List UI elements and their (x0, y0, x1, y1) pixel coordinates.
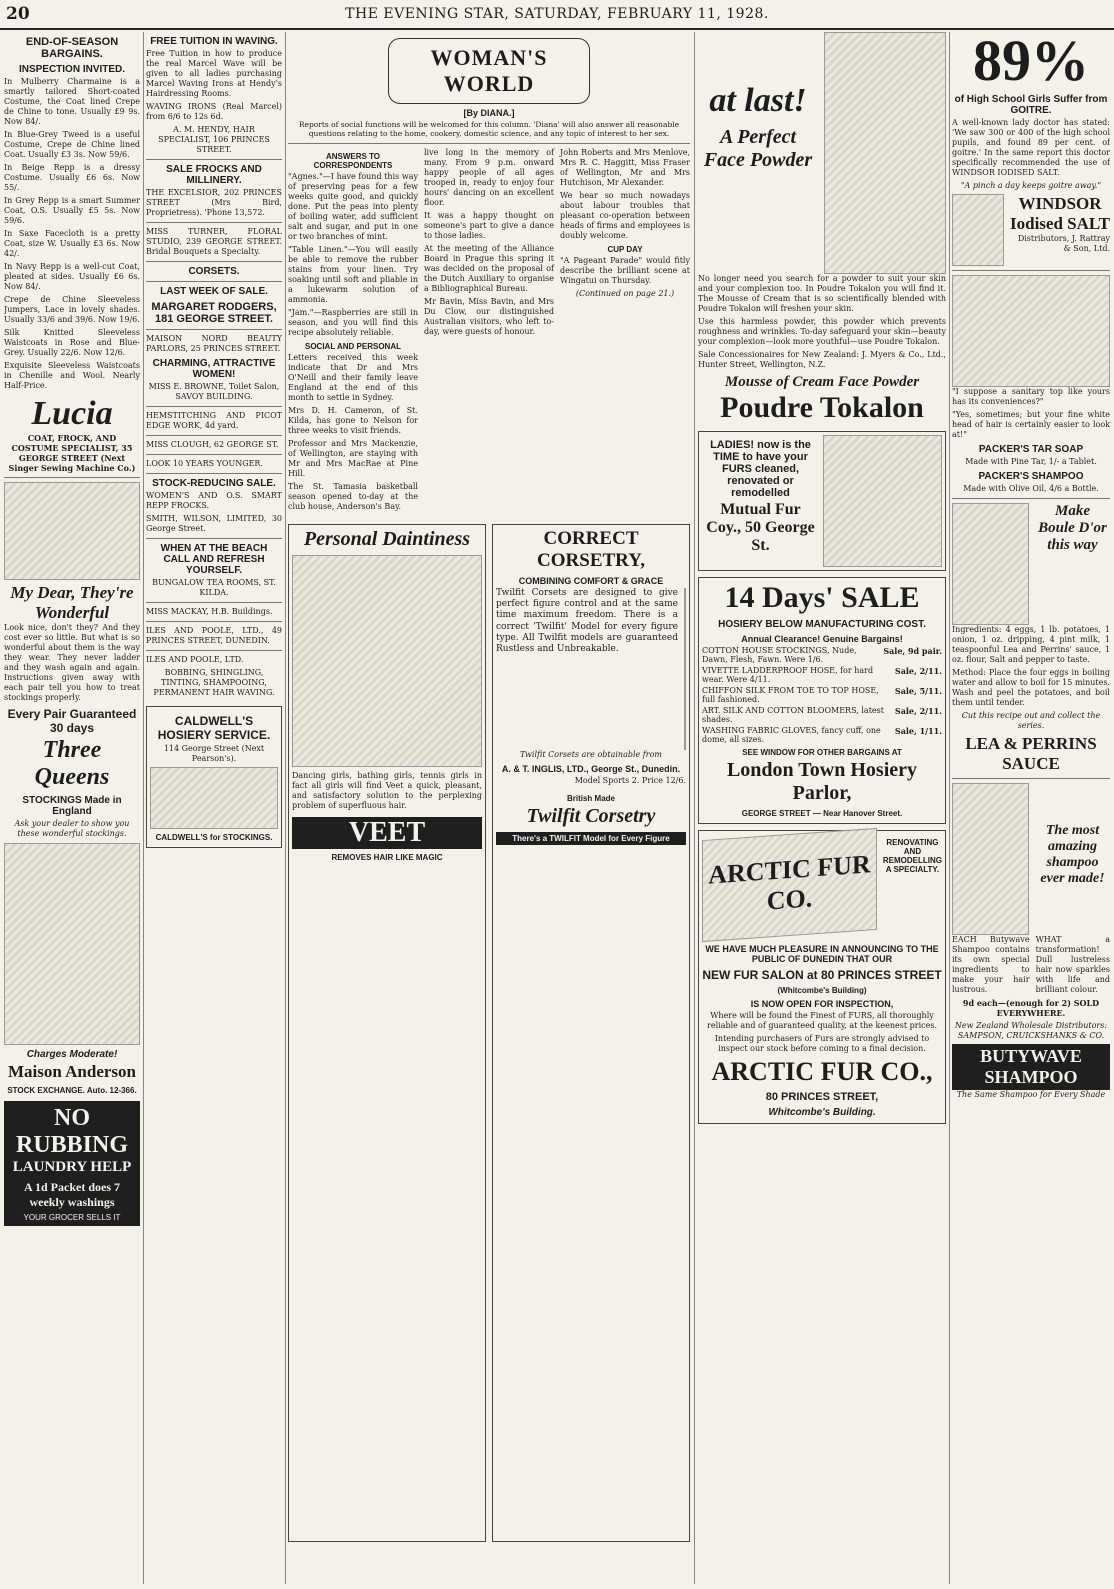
packet-slogan: A 1d Packet does 7 weekly washings (24, 1180, 120, 1209)
chef-illustration (952, 503, 1029, 625)
veet-advert (288, 524, 486, 1542)
sale-item: Crepe de Chine Sleeveless Jumpers, Lace in lovely shades. Usually 33/6 and 39/6. Now 19/6. (4, 295, 140, 324)
percent-headline: 89% (973, 32, 1089, 93)
every-pair-guarantee: Every Pair Guaranteed 30 days (7, 707, 137, 735)
annual-clearance: Annual Clearance! Genuine Bargains! (741, 634, 903, 644)
ladies-furs: LADIES! now is the TIME to have your FURS cleaned, renovated or remodelled (710, 439, 811, 499)
woman-shampoo-illustration (952, 783, 1029, 935)
caldwell-advert (146, 706, 282, 848)
sale-item-price: Sale, 2/11. (894, 666, 942, 676)
veet-tagline: REMOVES HAIR LIKE MAGIC (331, 852, 443, 862)
sale-price-row (702, 686, 942, 704)
every-figure-strip: There's a TWILFIT Model for Every Figure (496, 832, 686, 845)
arctic-header (702, 834, 942, 936)
london-town-name: London Town Hosiery Parlor, (726, 759, 918, 804)
twilfit-body: Twilfit Corsets are designed to give perfect figure control and at the same time maximum freedom. There is a correct 'Twilfit' Model for every figure type. All Twilfit models are guaranteed Rustless and Unbreakable. (496, 587, 678, 654)
three-queens-logo: Three Queens (34, 737, 110, 790)
divider (146, 538, 282, 539)
sale-item-list (4, 77, 140, 391)
olive-oil-note: Made with Olive Oil, 4/6 a Bottle. (963, 484, 1099, 493)
my-dear-body: Look nice, don't they? And they cost ever so little. But what is so wonderful about them is the way they wear. They never ladder and they wash again and again. Instructions given away with each pair tell you how to treat stockings properly. (4, 623, 140, 702)
london-town-address: GEORGE STREET — Near Hanover Street. (741, 809, 903, 818)
column-rule (694, 32, 695, 1584)
sale-item-name: VIVETTE LADDERPROOF HOSE, for hard wear. Were 4/11. (702, 666, 874, 684)
divider (952, 778, 1110, 779)
social-paragraph: Professor and Mrs Mackenzie, of Wellington, are staying with Mr and Mrs MacRae at Pine Hill. (288, 438, 418, 478)
whitcombe-building: (Whitcombe's Building) (777, 986, 867, 995)
maison-anderson-logo: Maison Anderson (8, 1062, 136, 1081)
bavin-paragraph: Mr Bavin, Miss Bavin, and Mrs Du Clow, our distinguished Australian visitors, who left to-day, were guests of honour. (424, 296, 554, 336)
butywave-each: EACH Butywave Shampoo contains its own special ingredients to make your hair lustrous. (952, 935, 1030, 994)
sale-price-row (702, 646, 942, 664)
butywave-body (952, 935, 1110, 998)
caldwell-footer: CALDWELL'S for STOCKINGS. (155, 833, 273, 842)
tokalon-agent: Sale Concessionaires for New Zealand: J. Myers & Co., Ltd., Hunter Street, Wellington, N.Z. (698, 350, 946, 369)
column-rule (285, 32, 286, 1584)
divider (952, 270, 1110, 271)
labour-paragraph: We hear so much nowadays about labour troubles that pleasant co-operation between heads of firms and employees is doubly welcome. (560, 190, 690, 240)
womens-frocks: WOMEN'S AND O.S. SMART REPP FROCKS. (146, 491, 282, 510)
fur-stole-illustration (823, 435, 942, 567)
divider (146, 435, 282, 436)
personal-daintiness: Personal Daintiness (303, 527, 471, 550)
divider (146, 650, 282, 651)
caldwell-address: 114 George Street (Next Pearson's). (163, 744, 265, 763)
charming-heading: CHARMING, ATTRACTIVE WOMEN! (152, 358, 276, 380)
caldwell-title: CALDWELL'S HOSIERY SERVICE. (157, 714, 271, 742)
social-paragraph: Mrs D. H. Cameron, of St. Kilda, has gone to Nelson for three weeks to visit friends. (288, 405, 418, 435)
womans-world-banner: WOMAN'S WORLD (388, 38, 590, 104)
lea-perrins-advert (952, 503, 1110, 625)
packers-shampoo: PACKER'S SHAMPOO (978, 471, 1084, 482)
sale-item-name: ART. SILK AND COTTON BLOOMERS, latest shades. (702, 706, 884, 724)
answer-paragraph: "Jam."—Raspberries are still in season, and you will find this recipe absolutely reliable. (288, 307, 418, 337)
sale-price-row (702, 706, 942, 724)
finest-furs: Where will be found the Finest of FURS, all thoroughly reliable and of guaranteed quality, at the keenest prices. (707, 1011, 937, 1030)
model-price: Model Sports 2. Price 12/6. (574, 775, 686, 785)
column-intro: Reports of social functions will be welcomed for this column. 'Diana' will also answer all reasonable questions relating to the home, cookery, domestic science, and any topic of interest to her sex. (298, 120, 680, 139)
laundry-help-title: LAUNDRY HELP (12, 1159, 132, 1175)
butywave-what: WHAT a transformation! Dull lustreless hair now sparkles with life and brilliant colour. (1035, 935, 1110, 994)
packers-tar-soap: PACKER'S TAR SOAP (978, 444, 1084, 455)
tokalon-header (698, 32, 946, 274)
column-5 (952, 32, 1110, 1584)
veet-logo: VEET (292, 817, 482, 849)
stockings-label: STOCKINGS Made in England (22, 795, 122, 817)
ask-dealer: Ask your dealer to show you these wonderful stockings. (14, 819, 130, 838)
maison-anderson-address: STOCK EXCHANGE. Auto. 12-366. (7, 1086, 137, 1095)
correct-corsetry: CORRECT CORSETRY, (537, 527, 645, 571)
sale-item: In Saxe Facecloth is a pretty Coat, size W. Usually £3 6s. Now 42/. (4, 229, 140, 258)
clough-advert: MISS CLOUGH, 62 GEORGE ST. (146, 440, 279, 449)
bungalow-tea-rooms: BUNGALOW TEA ROOMS, ST. KILDA. (152, 578, 276, 597)
mutual-fur-advert (698, 431, 946, 571)
veet-body: Dancing girls, bathing girls, tennis girls in fact all girls will find Veet a quick, pleasant, and satisfactory solution to the perplexing problem of superfluous hair. (292, 770, 482, 810)
open-inspection: IS NOW OPEN FOR INSPECTION, (750, 999, 894, 1009)
goitre-body: A well-known lady doctor has stated: 'We saw 300 or 400 of the high school pupils, and found 89 per cent. of goitre.' In the same report this doctor specifically recommended the use of WINDSOR IODISED SALT. (952, 118, 1110, 177)
continued-note: (Continued on page 21.) (575, 288, 675, 298)
new-fur-salon: NEW FUR SALON at 80 PRINCES STREET (702, 968, 942, 982)
butywave-header (952, 783, 1110, 935)
dance-paragraph: live long in the memory of many. From 9 p.m. onward happy people of all ages trooped in, ready to enjoy four hours' dancing on an excellent floor. (424, 147, 554, 207)
no-rubbing-advert (4, 1101, 140, 1226)
salt-packet-illustration (952, 194, 1004, 266)
butywave-slogan: The Same Shampoo for Every Shade (956, 1090, 1106, 1099)
sale-item: In Mulberry Charmaine is a smartly tailored Short-coated Costume, the Coat lined Crepe de Chine to tone. Usually £9 9s. Now 84/. (4, 77, 140, 126)
social-heading: SOCIAL AND PERSONAL (304, 341, 401, 351)
stocking-illustration (150, 767, 278, 829)
arctic-fur-name: ARCTIC FUR CO., (711, 1057, 933, 1086)
packers-cartoon (952, 275, 1110, 387)
masthead (0, 0, 1114, 30)
divider (4, 477, 140, 478)
method: Method: Place the four eggs in boiling water and allow to boil for 15 minutes. Wash and peel the potatoes, and boil them until tender. (952, 668, 1110, 707)
twilfit-obtainable: Twilfit Corsets are obtainable from (520, 749, 662, 759)
divider (146, 261, 282, 262)
intending-purchasers: Intending purchasers of Furs are strongly advised to inspect our stock before coming to a final decision. (714, 1034, 930, 1053)
sale-item-price: Sale, 5/11. (894, 686, 942, 696)
social-paragraph: The St. Tamasia basketball season opened to-day at the club house, Anderson's Bay. (288, 481, 418, 511)
answer-paragraph: "Table Linen."—You will easily be able to remove the rubber stains from your linen. Try soaking until soft and pliable in a lukewarm solution of ammonia. (288, 244, 418, 304)
excelsior-advert: THE EXCELSIOR, 202 PRINCES STREET (Mrs Bird, Proprietress). 'Phone 13,572. (146, 188, 282, 217)
sale-item-price: Sale, 9d pair. (883, 646, 942, 656)
divider (146, 222, 282, 223)
answers-heading: ANSWERS TO CORRESPONDENTS (313, 151, 393, 170)
divider (146, 602, 282, 603)
sale-item: Exquisite Sleeveless Waistcoats in Chenille and Wool. Nearly Half-Price. (4, 361, 140, 390)
bobbing-services: BOBBING, SHINGLING, TINTING, SHAMPOOING, PERMANENT HAIR WAVING. (153, 668, 275, 697)
mousse-of-cream: Mousse of Cream Face Powder (724, 374, 920, 390)
divider (146, 159, 282, 160)
renovating-note: RENOVATING AND REMODELLING A SPECIALTY. (882, 838, 942, 874)
inglis-address: A. & T. INGLIS, LTD., George St., Dunedin. (501, 763, 681, 774)
stock-reducing-heading: STOCK-REDUCING SALE. (152, 478, 276, 489)
tokalon-body: No longer need you search for a powder to suit your skin and your complexion too. In Poudre Tokalon you will find it. The Mousse of Cream that is so scientifically blended with Poudre Tokalon will freshen your skin. (698, 274, 946, 313)
arctic-address: 80 PRINCES STREET, (765, 1091, 879, 1103)
windsor-logo-block (1010, 194, 1110, 266)
ads-row (288, 521, 690, 1545)
column-2 (146, 32, 282, 1584)
guests-paragraph: John Roberts and Mrs Menlove, Mrs R. C. Haggitt, Miss Fraser of Wellington, Mr and Mrs Hutchison, Mr Alexander. (560, 147, 690, 187)
see-window: SEE WINDOW FOR OTHER BARGAINS AT (742, 748, 902, 757)
divider (288, 143, 690, 144)
iles-poole-2: ILES AND POOLE, LTD. (146, 655, 244, 664)
mackay-advert: MISS MACKAY, H.B. Buildings. (146, 607, 273, 616)
cup-day-heading: CUP DAY (607, 244, 643, 254)
divider (146, 454, 282, 455)
sale-price-row (702, 726, 942, 744)
margaret-rodgers: MARGARET RODGERS, 181 GEORGE STREET. (151, 301, 277, 325)
butywave-price: 9d each—(enough for 2) SOLD EVERYWHERE. (962, 998, 1100, 1018)
sale-price-row (702, 666, 942, 684)
answer-paragraph: "Agnes."—I have found this way of preserving peas for a few weeks quite good, and quickly done. Put the peas into plenty of boiling water, add sufficient salt and sugar, and put in one or two branches of mint. (288, 171, 418, 241)
sale-item-name: COTTON HOUSE STOCKINGS, Nude, Dawn, Flesh, Fawn. Were 1/6. (702, 646, 857, 664)
woman-portrait-illustration (824, 32, 946, 274)
pinch-slogan: "A pinch a day keeps goitre away." (960, 181, 1102, 190)
woman-illustration (4, 482, 140, 580)
column-1 (4, 32, 140, 1584)
column-4 (698, 32, 946, 1584)
divider (146, 406, 282, 407)
at-last-heading: at last! (709, 82, 807, 119)
column-rule (143, 32, 144, 1584)
column-3 (288, 32, 690, 1584)
hendy-address: A. M. HENDY, HAIR SPECIALIST, 106 PRINCES STREET. (158, 125, 270, 154)
most-amazing-heading: The most amazing shampoo ever made! (1040, 823, 1105, 886)
browne-advert: MISS E. BROWNE, Toilet Salon, SAVOY BUILDING. (148, 382, 280, 401)
waving-irons: WAVING IRONS (Real Marcel) from 6/6 to 12s 6d. (146, 102, 282, 121)
beach-heading: WHEN AT THE BEACH CALL AND REFRESH YOURSELF. (160, 543, 268, 576)
twilfit-logo: Twilfit Corsetry (526, 804, 656, 827)
tokalon-headline (698, 32, 818, 274)
arctic-building: Whitcombe's Building. (768, 1107, 876, 1118)
twilfit-advert (492, 524, 690, 1542)
free-tuition-heading: FREE TUITION IN WAVING. (150, 36, 278, 47)
lucia-tagline: COAT, FROCK, AND COSTUME SPECIALIST, 35 GEORGE STREET (Next Singer Sewing Machine Co.) (8, 433, 136, 473)
hosiery-below-cost: HOSIERY BELOW MANUFACTURING COST. (718, 619, 926, 630)
sale-item: In Beige Repp is a dressy Costume. Usually £6 6s. Now 55/. (4, 163, 140, 192)
dance-paragraph: It was a happy thought on someone's part to give a dance to those ladies. (424, 210, 554, 240)
column-rule (949, 32, 950, 1584)
sale-frocks-heading: SALE FROCKS AND MILLINERY. (166, 164, 262, 186)
sale-item-name: CHIFFON SILK FROM TOE TO TOP HOSE, full fashioned. (702, 686, 879, 704)
british-made: British Made (566, 793, 615, 803)
butywave-logo: BUTYWAVE SHAMPOO (952, 1044, 1110, 1090)
sale-item: In Navy Repp is a well-cut Coat, pleated at sides. Usually £6 6s. Now 84/. (4, 262, 140, 291)
article-column-left (288, 148, 418, 515)
article-columns (288, 148, 690, 515)
byline: [By DIANA.] (463, 108, 515, 118)
goitre-heading: of High School Girls Suffer from GOITRE. (954, 94, 1108, 116)
paper-title: THE EVENING STAR, SATURDAY, FEBRUARY 11, 1928. (345, 6, 769, 22)
inspection-heading: INSPECTION INVITED. (18, 64, 126, 75)
dancer-illustration (292, 555, 482, 767)
make-boule-heading: Make Boule D'or this way (1038, 503, 1107, 553)
tokalon-use: Use this harmless powder, this powder which prevents roughness and wrinkles. To-day safeguard your skin—beauty your complexion—look more youthful—use Poudre Tokalon. (698, 317, 946, 346)
divider (146, 281, 282, 282)
twilfit-body-row (496, 588, 686, 750)
hemstitching-advert: HEMSTITCHING AND PICOT EDGE WORK, 4d yard. (146, 411, 282, 430)
windsor-salt-logo: WINDSOR Iodised SALT (1010, 194, 1110, 233)
social-paragraph: Letters received this week indicate that Dr and Mrs O'Neill and their family leave England at the end of this month to settle in Sydney. (288, 352, 418, 402)
windsor-salt-advert (952, 194, 1110, 266)
mutual-fur-name: Mutual Fur Coy., 50 George St. (706, 501, 815, 554)
lucia-logo: Lucia (31, 395, 113, 432)
look-younger-advert: LOOK 10 YEARS YOUNGER. (146, 459, 263, 468)
cut-out-note: Cut this recipe out and collect the series. (961, 711, 1101, 730)
free-tuition-body: Free Tuition in how to produce the real Marcel Wave will be given to all ladies purchasing Marcel Waving Irons at Hendy's Hairdressing Rooms. (146, 49, 282, 98)
sale-item: In Blue-Grey Tweed is a useful Costume, Crepe de Chine lined Coat. Usually £3 3s. Now 59/6. (4, 130, 140, 159)
divider (952, 498, 1110, 499)
arctic-banner: ARCTIC FUR CO. (702, 828, 877, 942)
pleasure-announce: WE HAVE MUCH PLEASURE IN ANNOUNCING TO THE PUBLIC OF DUNEDIN THAT OUR (705, 944, 939, 964)
perfect-face-powder: A Perfect Face Powder (703, 126, 813, 171)
ingredients: Ingredients: 4 eggs, 1 lb. potatoes, 1 onion, 1 oz. dripping, 4 pint milk, 1 teaspoonful Lea and Perrins' sauce, 1 oz. flour, Salt and pepper to taste. (952, 625, 1110, 664)
no-rubbing-title: NO RUBBING (15, 1105, 129, 1158)
maison-nord: MAISON NORD BEAUTY PARLORS, 25 PRINCES STREET. (146, 334, 282, 353)
fourteen-days-sale: 14 Days' SALE (724, 581, 920, 614)
divider (146, 621, 282, 622)
my-dear-heading: My Dear, They're Wonderful (10, 583, 134, 622)
pine-tar-note: Made with Pine Tar, 1/- a Tablet. (965, 457, 1097, 466)
butywave-distributors: New Zealand Wholesale Distributors: SAMPSON, CRUICKSHANKS & CO. (954, 1021, 1108, 1040)
article-column-middle (424, 148, 554, 515)
comfort-grace: COMBINING COMFORT & GRACE (518, 575, 664, 586)
cup-day-paragraph: "A Pageant Parade" would fitly describe the brilliant scene at Wingatui on Thursday. (560, 255, 690, 285)
divider (146, 329, 282, 330)
sale-item: Silk Knitted Sleeveless Waistcoats in Rose and Blue-Grey. Usually 22/6. Now 12/6. (4, 328, 140, 357)
hosiery-sale-advert (698, 577, 946, 824)
charges-moderate: Charges Moderate! (26, 1049, 118, 1060)
packers-question: "I suppose a sanitary top like yours has its conveniences?" (952, 387, 1110, 406)
turner-advert: MISS TURNER, FLORAL STUDIO, 239 GEORGE STREET. Bridal Bouquets a Specialty. (146, 227, 282, 256)
corsets-heading: CORSETS. (188, 266, 240, 277)
poudre-tokalon-logo: Poudre Tokalon (720, 391, 924, 424)
sale-heading: END-OF-SEASON BARGAINS. (25, 36, 119, 60)
article-column-right (560, 148, 690, 515)
iles-poole-1: ILES AND POOLE, LTD., 49 PRINCES STREET, DUNEDIN. (146, 626, 282, 645)
corset-illustration (684, 588, 686, 750)
sale-price-list (702, 646, 942, 744)
windsor-distributors: Distributors, J. Rattray & Son, Ltd. (1017, 234, 1110, 253)
divider (146, 473, 282, 474)
grocer-line: YOUR GROCER SELLS IT (23, 1213, 121, 1222)
lea-perrins-logo: LEA & PERRINS SAUCE (965, 734, 1097, 773)
smith-wilson: SMITH, WILSON, LIMITED, 30 George Street. (146, 514, 282, 533)
sale-item-price: Sale, 2/11. (894, 706, 942, 716)
sale-item-name: WASHING FABRIC GLOVES, fancy cuff, one dome, all sizes. (702, 726, 881, 744)
arctic-fur-advert (698, 830, 946, 1124)
hairdresser-illustration (4, 843, 140, 1045)
mutual-fur-text (702, 435, 819, 567)
page-number: 20 (6, 4, 30, 24)
alliance-paragraph: At the meeting of the Alliance Board in Prague this spring it was decided on the proposal of the Dutch Auxiliary to organise a Bibliographical Bureau. (424, 243, 554, 293)
packers-answer: "Yes, sometimes; but your fine white head of hair is certainly easier to look at!" (952, 410, 1110, 439)
last-week-heading: LAST WEEK OF SALE. (160, 286, 268, 297)
sale-item-price: Sale, 1/11. (894, 726, 942, 736)
sale-item: In Grey Repp is a smart Summer Coat, O.S. Usually £5 5s. Now 59/6. (4, 196, 140, 225)
